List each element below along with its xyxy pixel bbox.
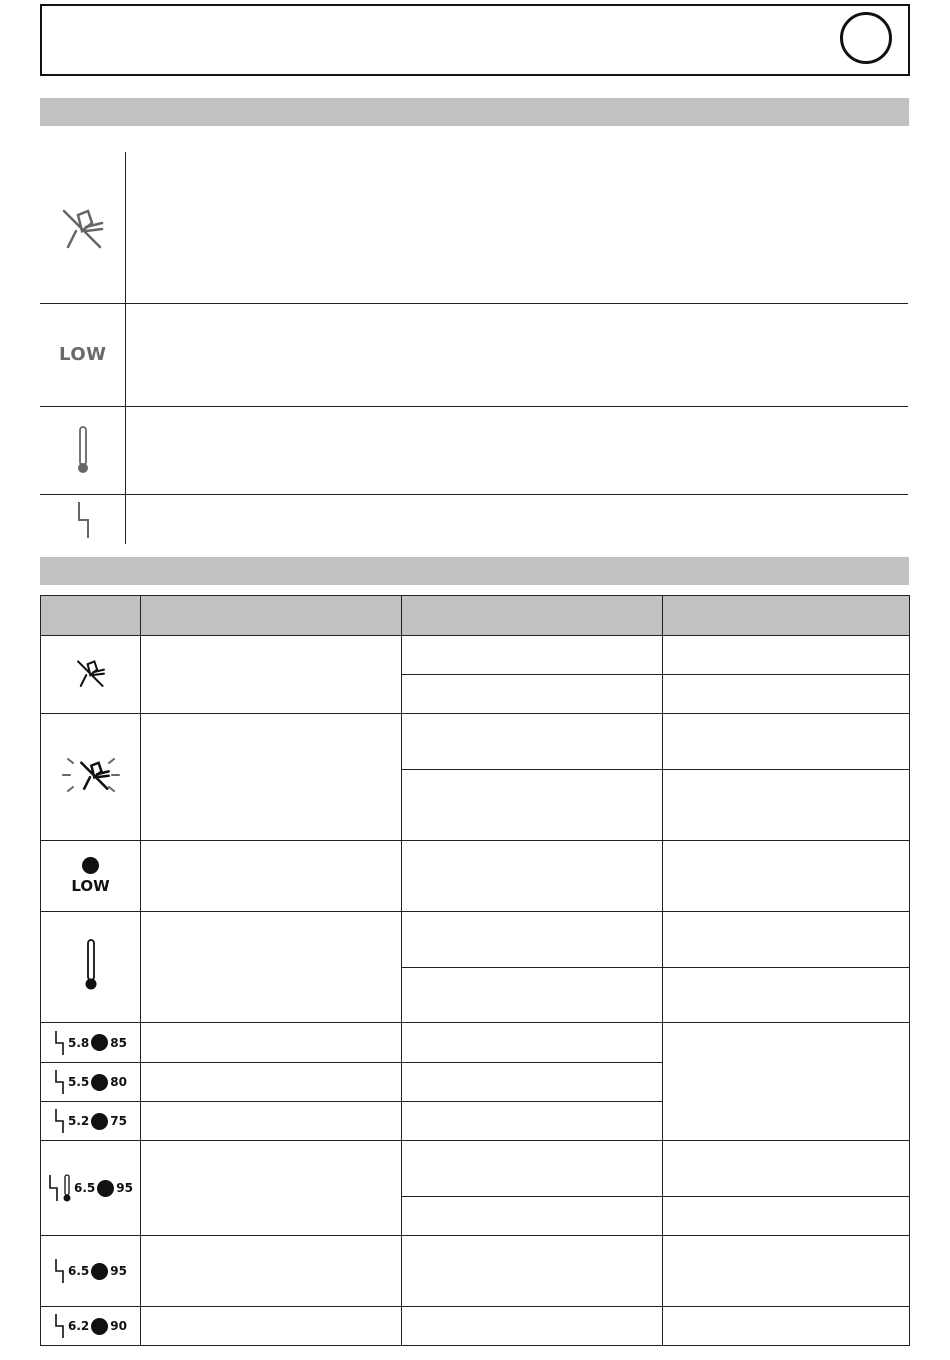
header-cell-symbol <box>41 596 141 636</box>
language-badge-circle <box>840 12 892 64</box>
lightning-bolt-icon <box>54 1030 66 1056</box>
thermometer-icon <box>74 424 92 476</box>
symbol-cell <box>41 1063 141 1102</box>
nozzle-crossed-flashing-icon <box>59 751 123 799</box>
lightning-bolt-icon <box>54 1313 66 1339</box>
symbol-cell <box>41 912 141 1023</box>
table-row <box>41 1307 910 1346</box>
level-value: 90 <box>110 1319 127 1333</box>
status-dot-icon <box>91 1034 108 1051</box>
voltage-value: 5.5 <box>68 1075 90 1089</box>
header-cell-action <box>663 596 910 636</box>
voltage-value: 5.8 <box>68 1035 90 1050</box>
lightning-bolt-icon <box>54 1069 66 1095</box>
table-row <box>41 714 910 770</box>
lightning-bolt-icon <box>54 1258 66 1284</box>
level-value: 95 <box>116 1181 133 1195</box>
level-value: 95 <box>110 1264 127 1278</box>
status-dot-icon <box>91 1318 108 1335</box>
thermometer-icon <box>82 937 100 993</box>
section-bar-table <box>40 557 909 585</box>
symbol-cell <box>41 714 141 841</box>
level-value: 75 <box>110 1114 127 1128</box>
voltage-value: 6.5 <box>74 1181 96 1195</box>
level-value: 85 <box>110 1035 127 1050</box>
status-dot-icon <box>91 1263 108 1280</box>
symbol-cell <box>41 841 141 912</box>
nozzle-crossed-icon <box>58 203 108 253</box>
table-row <box>41 636 910 675</box>
table-row <box>41 1023 910 1063</box>
table-row <box>41 841 910 912</box>
voltage-value: 6.2 <box>68 1319 90 1333</box>
symbol-cell <box>41 1102 141 1141</box>
symbol-cell <box>41 1023 141 1063</box>
nozzle-crossed-icon <box>74 656 108 690</box>
lightning-bolt-icon <box>76 500 92 540</box>
symbol-cell <box>41 1141 141 1236</box>
status-dot-icon <box>82 857 99 874</box>
table-row <box>41 1236 910 1307</box>
section-bar-symbols <box>40 98 909 126</box>
lightning-bolt-icon <box>54 1108 66 1134</box>
voltage-value: 6.5 <box>68 1264 90 1278</box>
lightning-bolt-icon <box>48 1174 60 1202</box>
voltage-value: 5.2 <box>68 1114 90 1128</box>
table-header-row <box>41 596 910 636</box>
table-row <box>41 1141 910 1197</box>
legend-low-label: LOW <box>59 344 107 365</box>
symbol-cell <box>41 1236 141 1307</box>
header-cell-cause <box>402 596 663 636</box>
status-table <box>40 595 910 1346</box>
page-header-box <box>40 4 910 76</box>
status-dot-icon <box>97 1180 114 1197</box>
symbol-cell <box>41 636 141 714</box>
status-dot-icon <box>91 1113 108 1130</box>
status-dot-icon <box>91 1074 108 1091</box>
header-cell-status <box>141 596 402 636</box>
symbol-cell <box>41 1307 141 1346</box>
thermometer-icon <box>62 1174 72 1202</box>
level-value: 80 <box>110 1075 127 1089</box>
table-row <box>41 912 910 968</box>
legend-divider <box>125 152 126 544</box>
low-label: LOW <box>71 877 110 895</box>
